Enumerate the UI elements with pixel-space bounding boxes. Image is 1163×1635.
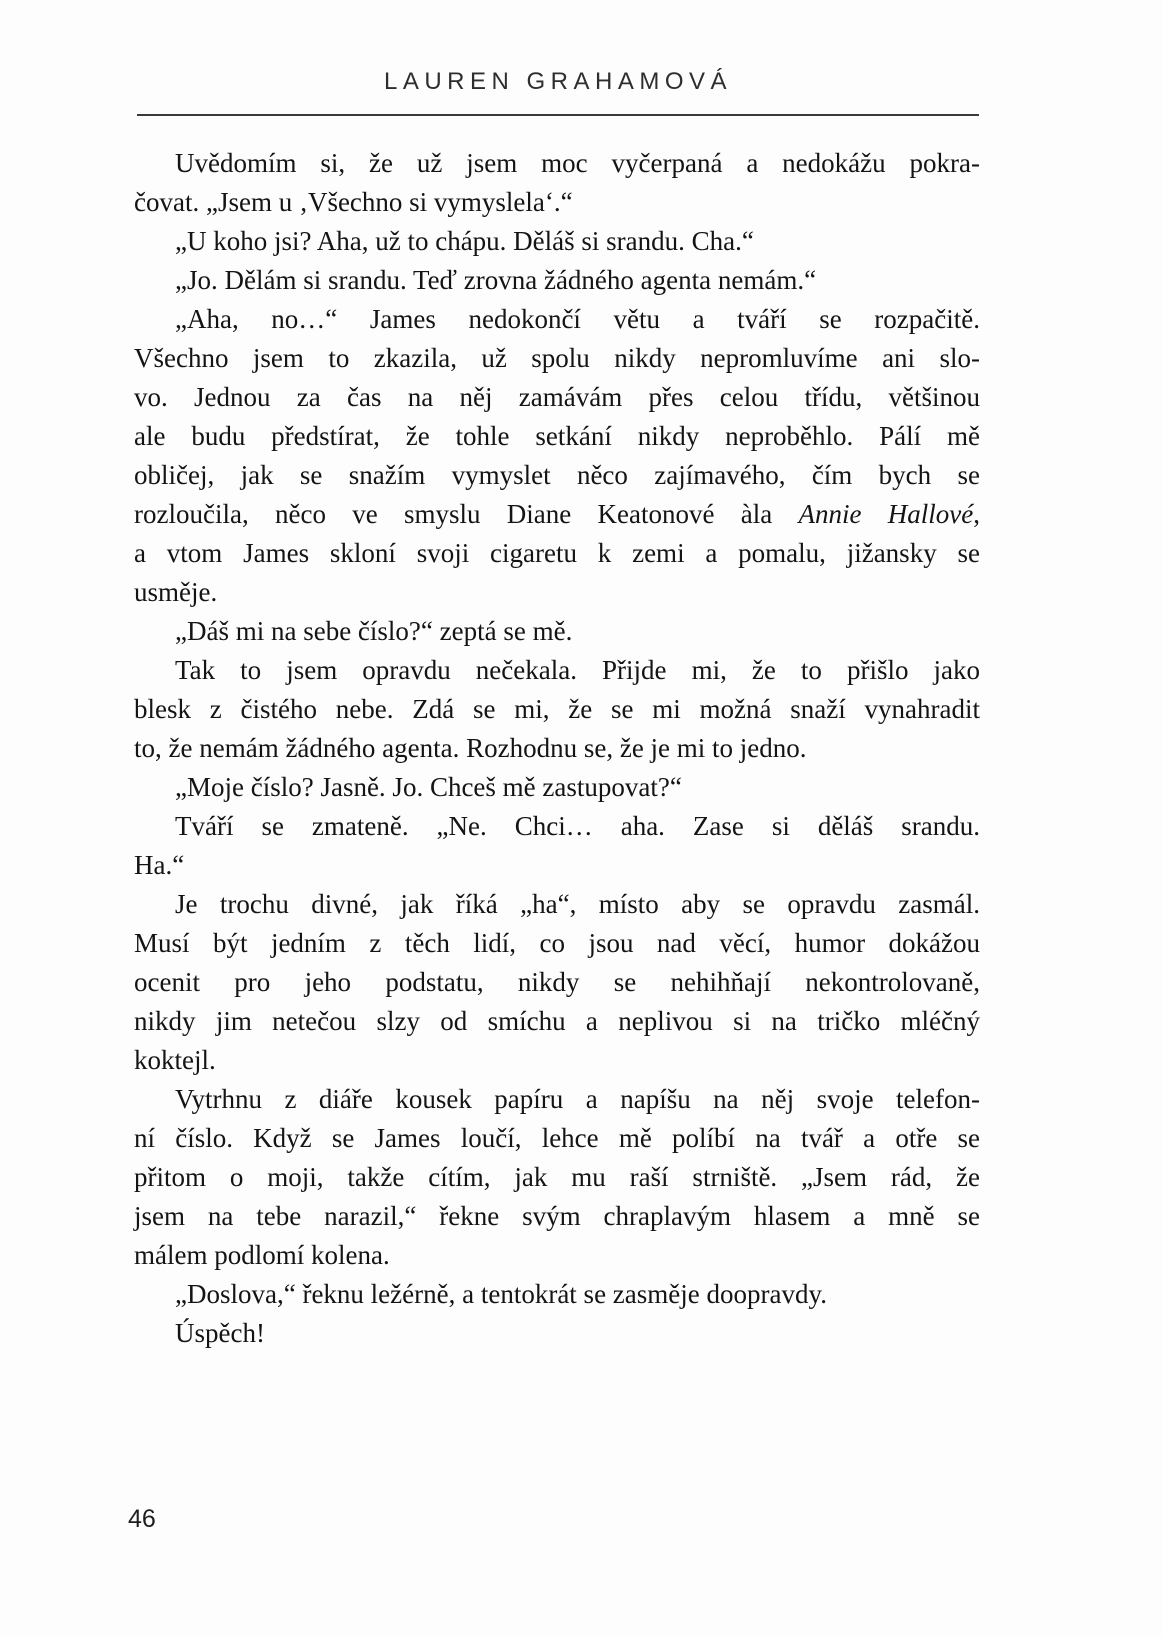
- text-segment: Tváří se zmateně. „Ne. Chci… aha. Zase si děláš srandu.: [175, 811, 980, 841]
- paragraph: [134, 807, 980, 885]
- text-segment: jsem na tebe narazil,“ řekne svým chraplavým hlasem a mně se: [134, 1201, 980, 1231]
- text-segment: ,: [973, 499, 980, 529]
- paragraph: [134, 1080, 980, 1275]
- paragraph: [134, 144, 980, 222]
- text-line: [134, 495, 980, 534]
- paragraph: [134, 885, 980, 1080]
- text-segment: ale budu předstírat, že tohle setkání nikdy neproběhlo. Pálí mě: [134, 421, 980, 451]
- paragraph: [134, 261, 980, 300]
- text-line: [134, 885, 980, 924]
- running-header: LAUREN GRAHAMOVÁ: [383, 68, 733, 95]
- text-segment: „Aha, no…“ James nedokončí větu a tváří se rozpačitě.: [175, 304, 980, 334]
- text-segment: usměje.: [134, 577, 218, 607]
- text-segment: „Moje číslo? Jasně. Jo. Chceš mě zastupovat?“: [175, 772, 682, 802]
- paragraph: [134, 768, 980, 807]
- text-segment: Musí být jedním z těch lidí, co jsou nad věcí, humor dokážou: [134, 928, 980, 958]
- paragraph: [134, 1275, 980, 1314]
- text-segment: blesk z čistého nebe. Zdá se mi, že se mi možná snaží vynahradit: [134, 694, 980, 724]
- text-segment: „Jo. Dělám si srandu. Teď zrovna žádného agenta nemám.“: [175, 265, 817, 295]
- text-segment: Všechno jsem to zkazila, už spolu nikdy nepromluvíme ani slo-: [134, 343, 980, 373]
- text-line: [134, 768, 980, 807]
- text-line: [134, 924, 980, 963]
- text-line: [134, 729, 980, 768]
- text-segment: obličej, jak se snažím vymyslet něco zajímavého, čím bych se: [134, 460, 980, 490]
- text-line: [134, 1314, 980, 1353]
- text-line: [134, 378, 980, 417]
- text-line: [134, 222, 980, 261]
- text-segment: přitom o moji, takže cítím, jak mu raší strniště. „Jsem rád, že: [134, 1162, 980, 1192]
- text-line: [134, 300, 980, 339]
- text-segment: Uvědomím si, že už jsem moc vyčerpaná a nedokážu pokra-: [175, 148, 980, 178]
- text-segment: Úspěch!: [175, 1318, 265, 1348]
- text-segment: „U koho jsi? Aha, už to chápu. Děláš si srandu. Cha.“: [175, 226, 754, 256]
- text-line: [134, 963, 980, 1002]
- italic-text: Annie Hallové: [798, 499, 974, 529]
- paragraph: [134, 612, 980, 651]
- text-segment: Je trochu divné, jak říká „ha“, místo aby se opravdu zasmál.: [175, 889, 980, 919]
- text-line: [134, 261, 980, 300]
- text-segment: a vtom James skloní svoji cigaretu k zemi a pomalu, jižansky se: [134, 538, 980, 568]
- text-line: [134, 1080, 980, 1119]
- text-line: [134, 183, 980, 222]
- text-segment: čovat. „Jsem u ‚Všechno si vymyslela‘.“: [134, 187, 573, 217]
- text-line: [134, 573, 980, 612]
- text-line: [134, 1002, 980, 1041]
- text-line: [134, 534, 980, 573]
- text-segment: nikdy jim netečou slzy od smíchu a neplivou si na tričko mléčný: [134, 1006, 980, 1036]
- paragraph: [134, 300, 980, 612]
- page-number: 46: [128, 1505, 156, 1533]
- text-segment: vo. Jednou za čas na něj zamávám přes celou třídu, většinou: [134, 382, 980, 412]
- text-segment: koktejl.: [134, 1045, 216, 1075]
- text-segment: málem podlomí kolena.: [134, 1240, 390, 1270]
- paragraph: [134, 222, 980, 261]
- text-line: [134, 1119, 980, 1158]
- text-line: [134, 144, 980, 183]
- text-segment: „Dáš mi na sebe číslo?“ zeptá se mě.: [175, 616, 573, 646]
- text-segment: ní číslo. Když se James loučí, lehce mě políbí na tvář a otře se: [134, 1123, 980, 1153]
- text-line: [134, 1275, 980, 1314]
- text-segment: Ha.“: [134, 850, 185, 880]
- text-segment: „Doslova,“ řeknu ležérně, a tentokrát se zasměje doopravdy.: [175, 1279, 827, 1309]
- text-line: [134, 456, 980, 495]
- header-rule: [137, 114, 979, 116]
- text-line: [134, 417, 980, 456]
- text-line: [134, 846, 980, 885]
- text-line: [134, 651, 980, 690]
- text-segment: to, že nemám žádného agenta. Rozhodnu se, že je mi to jedno.: [134, 733, 807, 763]
- text-segment: rozloučila, něco ve smyslu Diane Keatonové àla: [134, 499, 799, 529]
- text-segment: ocenit pro jeho podstatu, nikdy se nehihňají nekontrolovaně,: [134, 967, 980, 997]
- text-segment: Vytrhnu z diáře kousek papíru a napíšu na něj svoje telefon-: [175, 1084, 980, 1114]
- text-line: [134, 612, 980, 651]
- paragraph: [134, 651, 980, 768]
- text-line: [134, 690, 980, 729]
- text-line: [134, 1197, 980, 1236]
- text-line: [134, 1158, 980, 1197]
- text-segment: Tak to jsem opravdu nečekala. Přijde mi, že to přišlo jako: [175, 655, 980, 685]
- text-line: [134, 1236, 980, 1275]
- text-line: [134, 807, 980, 846]
- paragraph: [134, 1314, 980, 1353]
- body-text: [134, 144, 980, 1353]
- text-line: [134, 339, 980, 378]
- text-line: [134, 1041, 980, 1080]
